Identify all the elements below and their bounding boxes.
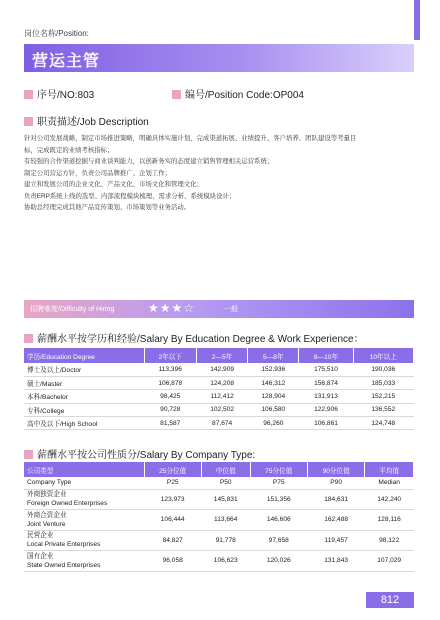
top-tab-decoration (414, 0, 420, 40)
table-cell: 97,658 (250, 530, 307, 551)
table-row (24, 390, 414, 403)
row-label (24, 510, 144, 531)
company-type-en: State Owned Enterprises (27, 561, 101, 569)
table-cell: 112,412 (197, 390, 248, 403)
hiring-difficulty-bar (24, 300, 414, 318)
table-cell: 152,936 (248, 363, 299, 376)
row-label (24, 530, 144, 551)
pink-square-icon (24, 117, 33, 126)
serial-number: 序号/NO:803 (24, 86, 94, 101)
table-cell: 113,396 (144, 363, 197, 376)
table-header: 2—5年 (197, 348, 248, 363)
row-label: 专科/College (24, 403, 144, 416)
table-header: 中位值 (201, 462, 250, 477)
table-cell: 113,664 (201, 510, 250, 531)
company-salary-table (24, 462, 414, 572)
table-cell: 162,488 (307, 510, 364, 531)
desc-line: 有较强的合作渠道挖掘与商业谈判能力，以创新务实的态度建立销售管理相关运营系统； (24, 158, 274, 165)
pink-square-icon (24, 90, 33, 99)
hiring-label: 招聘难度/Difficulty of Hiring (30, 306, 115, 313)
table-cell: 128,116 (365, 510, 414, 531)
desc-heading: 职责描述/Job Description (24, 113, 149, 128)
table-cell: 131,843 (307, 551, 364, 572)
table-cell: P50 (201, 477, 250, 489)
table-header: 学历/Education Degree (24, 348, 144, 363)
row-label: Company Type (24, 477, 144, 489)
edu-heading: 薪酬水平按学历和经验/Salary By Education Degree & Work Experience： (24, 330, 364, 345)
desc-line: 建立和发展公司的企业文化、产品文化、市场文化和管理文化； (24, 181, 203, 188)
title-bar (24, 44, 414, 72)
company-type-en: Foreign Owned Enterprises (27, 500, 108, 508)
row-label (24, 551, 144, 572)
table-header: 公司类型 (24, 462, 144, 477)
table-cell: P90 (307, 477, 364, 489)
row-label: 硕士/Master (24, 376, 144, 389)
table-cell: 185,033 (353, 376, 413, 389)
table-cell: 98,425 (144, 390, 197, 403)
education-salary-table (24, 348, 414, 430)
table-row (24, 477, 414, 489)
table-cell: 175,510 (299, 363, 353, 376)
table-cell: 145,831 (201, 489, 250, 510)
table-cell: 96,260 (248, 417, 299, 430)
company-heading: 薪酬水平按公司性质分/Salary By Company Type: (24, 446, 255, 461)
pink-square-icon (24, 334, 33, 343)
table-cell: 190,036 (353, 363, 413, 376)
table-cell: 142,240 (365, 489, 414, 510)
table-row (24, 551, 414, 572)
table-header: 90分位值 (307, 462, 364, 477)
table-cell: 131,913 (299, 390, 353, 403)
table-cell: 146,606 (250, 510, 307, 531)
pink-square-icon (172, 90, 181, 99)
table-cell: P75 (250, 477, 307, 489)
table-row (24, 363, 414, 376)
table-cell: 184,631 (307, 489, 364, 510)
table-cell: 102,502 (197, 403, 248, 416)
desc-line: 针对公司发展战略，制定市场推进策略，明确具体实施计划，完成渠道拓展、业绩提升、客户培养、团队建设等考量目 (24, 135, 357, 142)
row-label: 博士及以上/Doctor (24, 363, 144, 376)
table-row (24, 403, 414, 416)
table-cell: 120,026 (250, 551, 307, 572)
table-cell: 106,623 (201, 551, 250, 572)
desc-line: 协助总经理完成其他产品宣传策划、市场策划等业务活动。 (24, 204, 191, 211)
table-cell: 81,587 (144, 417, 197, 430)
table-cell: 142,909 (197, 363, 248, 376)
row-label: 本科/Bachelor (24, 390, 144, 403)
hiring-level: 一般 (224, 306, 238, 313)
desc-line: 标，完成既定的业绩考核指标； (24, 146, 114, 154)
table-header: 25分位值 (144, 462, 201, 477)
table-header: 10年以上 (353, 348, 413, 363)
pink-square-icon (24, 450, 33, 459)
table-header: 8—10年 (299, 348, 353, 363)
table-cell: 128,904 (248, 390, 299, 403)
table-cell: 123,973 (144, 489, 201, 510)
table-cell: 107,029 (365, 551, 414, 572)
table-cell: 96,058 (144, 551, 201, 572)
table-cell: 98,122 (365, 530, 414, 551)
table-cell: 90,728 (144, 403, 197, 416)
table-cell: 106,580 (248, 403, 299, 416)
table-cell: 136,552 (353, 403, 413, 416)
company-type-cn: 外商合资企业 (27, 511, 67, 519)
position-code: 编号/Position Code:OP004 (172, 86, 304, 101)
table-header: 5—8年 (248, 348, 299, 363)
table-cell: 87,674 (197, 417, 248, 430)
table-row (24, 417, 414, 430)
page-number: 812 (366, 592, 414, 608)
table-cell: 124,208 (197, 376, 248, 389)
table-cell: 156,874 (299, 376, 353, 389)
desc-line: 制定公司营运方针，负责公司品牌推广、企划工作； (24, 169, 171, 177)
table-row (24, 510, 414, 531)
table-cell: 84,827 (144, 530, 201, 551)
page-title: 营运主管 (32, 53, 101, 70)
table-cell: 91,778 (201, 530, 250, 551)
table-cell: 152,215 (353, 390, 413, 403)
table-cell: 146,312 (248, 376, 299, 389)
company-type-cn: 外商独资企业 (27, 491, 67, 499)
table-cell: 151,356 (250, 489, 307, 510)
table-header: 75分位值 (250, 462, 307, 477)
table-cell: 106,444 (144, 510, 201, 531)
table-cell: P25 (144, 477, 201, 489)
table-cell: Median (365, 477, 414, 489)
company-type-cn: 民营企业 (27, 532, 54, 540)
desc-line: 负责ERP系统上线的选型、内部流程模块梳理、需求分析、系统模块设计； (24, 192, 236, 200)
table-cell: 124,748 (353, 417, 413, 430)
company-type-cn: 国有企业 (27, 552, 54, 560)
table-row (24, 530, 414, 551)
job-description (24, 133, 419, 214)
table-header: 平均值 (365, 462, 414, 477)
table-row (24, 489, 414, 510)
table-header: 2年以下 (144, 348, 197, 363)
table-cell: 106,878 (144, 376, 197, 389)
row-label: 高中及以下/High School (24, 417, 144, 430)
table-cell: 122,906 (299, 403, 353, 416)
row-label (24, 489, 144, 510)
company-type-en: Joint Venture (27, 520, 66, 528)
table-row (24, 376, 414, 389)
table-cell: 119,457 (307, 530, 364, 551)
star-rating-icon: ★★★☆ (148, 301, 196, 315)
company-type-en: Local Private Enterprises (27, 541, 101, 549)
position-label: 岗位名称/Position: (24, 29, 89, 38)
table-cell: 106,861 (299, 417, 353, 430)
